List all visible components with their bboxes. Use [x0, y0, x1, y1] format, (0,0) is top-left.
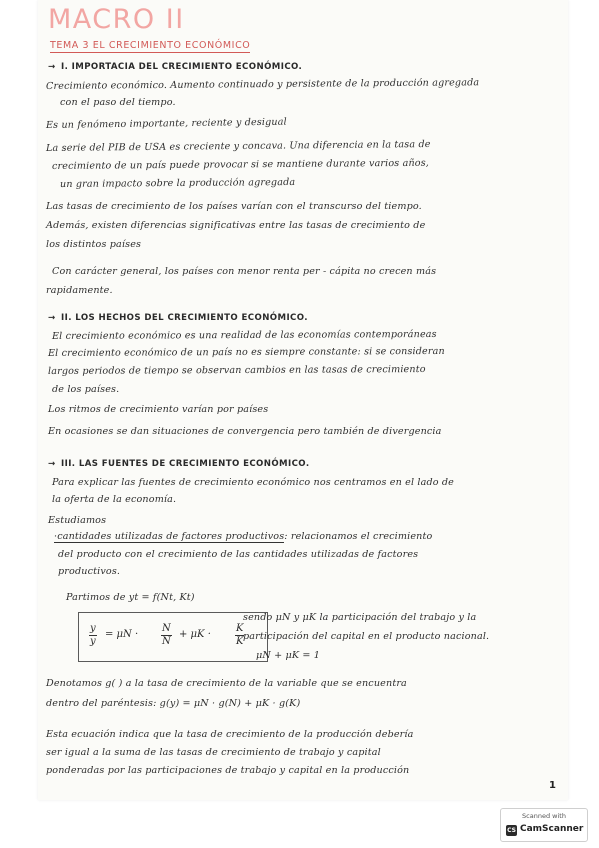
text-line: los distintos países — [46, 239, 142, 250]
scanner-name: CamScanner — [520, 824, 584, 834]
fraction-k: $\frac{K}{K}$ — [236, 623, 244, 647]
text-line: Con carácter general, los países con menor renta per - cápita no crecen más — [52, 266, 437, 277]
text-line: La serie del PIB de USA es creciente y concava. Una diferencia en la tasa de — [45, 138, 431, 154]
text-line: del producto con el crecimiento de las cantidades utilizadas de factores — [58, 549, 419, 560]
heading-sources — [48, 459, 309, 469]
text-line: μN + μK = 1 — [256, 650, 321, 661]
text-line: Denotamos g( ) a la tasa de crecimiento de la variable que se encuentra — [46, 678, 407, 689]
formula-op: + μK · — [179, 629, 211, 640]
growth-formula-box — [78, 612, 268, 662]
text-line: Las tasas de crecimiento de los países varían con el transcurso del tiempo. — [46, 201, 422, 212]
text-segment: : relacionamos el crecimiento — [284, 531, 433, 542]
arrow-icon: → — [48, 62, 56, 72]
fraction-n: $\frac{N}{N}$ — [162, 623, 171, 647]
heading-importance — [48, 62, 302, 72]
text-line: con el paso del tiempo. — [60, 97, 176, 108]
text-line: El crecimiento económico de un país no es siempre constante: si se consideran — [47, 345, 445, 359]
underlined-term: ·cantidades utilizadas de factores productivos — [54, 531, 285, 542]
text-line: Partimos de yt = f(Nt, Kt) — [66, 592, 195, 603]
text-line: Los ritmos de crecimiento varían por países — [48, 404, 269, 415]
text-line: largos periodos de tiempo se observan cambios en las tasas de crecimiento — [47, 364, 426, 377]
heading-sources-text: III. LAS FUENTES DE CRECIMIENTO ECONÓMICO. — [61, 459, 310, 469]
scanner-caption: Scanned with — [522, 812, 566, 820]
text-line: Es un fenómeno importante, reciente y desigual — [45, 116, 287, 131]
text-line: Esta ecuación indica que la tasa de crecimiento de la producción debería — [46, 729, 414, 740]
text-line: Crecimiento económico. Aumento continuado y persistente de la producción agregada — [45, 77, 480, 92]
section-title: TEMA 3 EL CRECIMIENTO ECONÓMICO — [50, 40, 251, 51]
text-line: Estudiamos — [48, 515, 107, 526]
text-line: participación del capital en el producto nacional. — [243, 631, 490, 642]
text-line: El crecimiento económico es una realidad de las economías contemporáneas — [51, 328, 437, 342]
text-line: sendo μN y μK la participación del trabajo y la — [243, 612, 477, 623]
text-line: crecimiento de un país puede provocar si se mantiene durante varios años, — [51, 157, 430, 172]
fraction-y: $\frac{y}{y}$ — [90, 623, 96, 647]
heading-facts — [48, 313, 308, 323]
text-line: ser igual a la suma de las tasas de crecimiento de trabajo y capital — [46, 747, 381, 758]
text-line: la oferta de la economía. — [52, 494, 177, 505]
camscanner-logo-icon: CS — [507, 827, 516, 834]
text-line: un gran impacto sobre la producción agregada — [59, 176, 296, 190]
heading-importance-text: I. IMPORTACIA DEL CRECIMIENTO ECONÓMICO. — [61, 62, 303, 72]
arrow-icon: → — [48, 459, 56, 469]
camscanner-watermark — [500, 808, 588, 842]
heading-facts-text: II. LOS HECHOS DEL CRECIMIENTO ECONÓMICO. — [61, 313, 308, 323]
text-line: ponderadas por las participaciones de trabajo y capital en la producción — [46, 765, 410, 776]
text-line: de los países. — [52, 384, 120, 395]
text-line: productivos. — [58, 566, 121, 577]
text-line — [54, 531, 432, 542]
page-title: MACRO II — [48, 4, 185, 35]
notebook-page — [38, 0, 568, 800]
text-line: Además, existen diferencias significativas entre las tasas de crecimiento de — [46, 220, 426, 231]
page-number: 1 — [549, 780, 556, 791]
text-line: dentro del paréntesis: g(y) = μN · g(N) + μK · g(K) — [46, 698, 301, 709]
text-line: rapidamente. — [46, 285, 113, 296]
text-line: En ocasiones se dan situaciones de convergencia pero también de divergencia — [48, 426, 442, 437]
formula-op: = μN · — [105, 629, 139, 640]
text-line: Para explicar las fuentes de crecimiento económico nos centramos en el lado de — [52, 477, 454, 488]
arrow-icon: → — [48, 313, 56, 323]
